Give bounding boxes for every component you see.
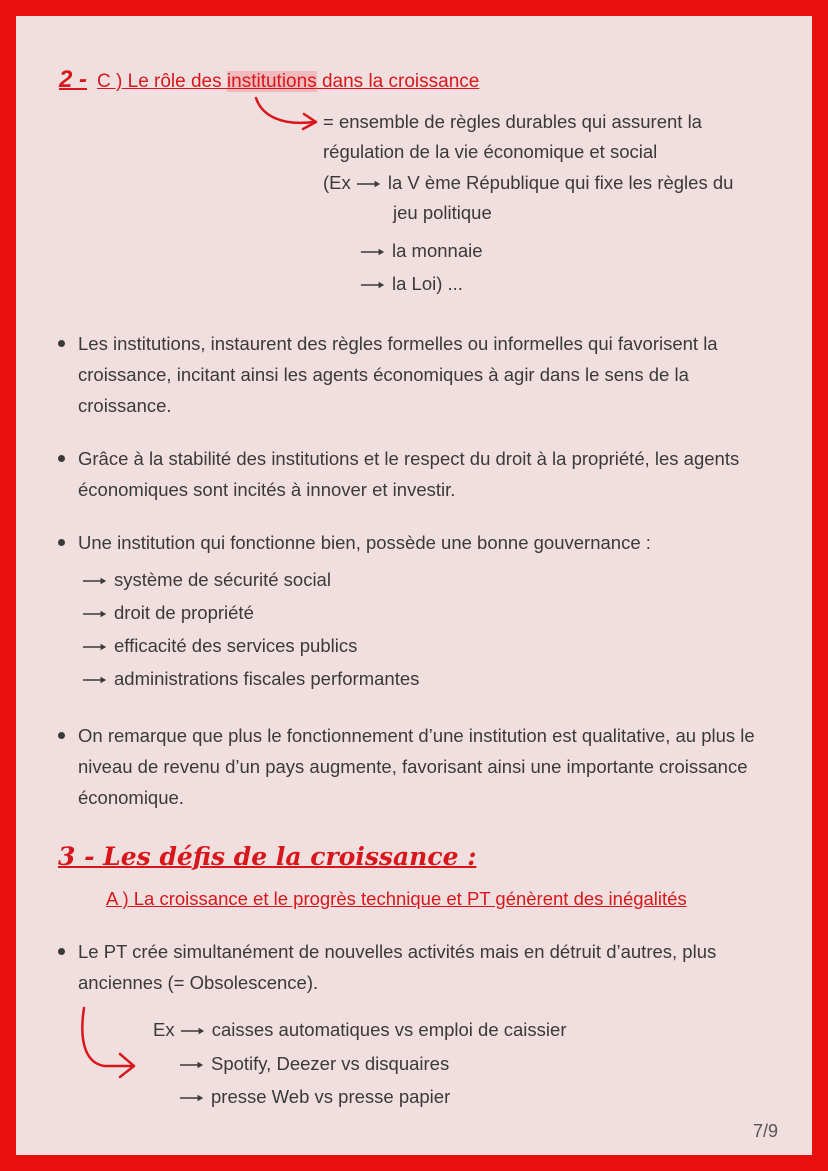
arrow-icon	[360, 247, 386, 257]
governance-item: système de sécurité social	[82, 565, 331, 595]
ex-label: (Ex	[323, 172, 351, 193]
bullet-dot	[58, 455, 65, 462]
arrow-icon	[82, 576, 108, 586]
bullet-2-text: Grâce à la stabilité des institutions et le respect du droit à la propriété, les agents économiques sont incités à innover et investir.	[78, 448, 740, 500]
example-row-3: la Loi) ...	[360, 269, 463, 299]
ex-label: Ex	[153, 1019, 175, 1040]
curved-arrow-icon	[252, 94, 322, 134]
arrow-icon	[356, 179, 382, 189]
arrow-icon	[179, 1093, 205, 1103]
example-row-2: la monnaie	[360, 236, 483, 266]
section-3-heading: 3 - Les défis de la croissance :	[58, 842, 477, 871]
section-2-number: 2 -	[59, 66, 88, 93]
section-3-subtitle: A ) La croissance et le progrès technique et PT génèrent des inégalités	[106, 888, 687, 909]
example-row-1: (Ex la V ème République qui fixe les règles du	[323, 172, 734, 193]
bullet-dot	[58, 948, 65, 955]
definition-line-1: = ensemble de règles durables qui assurent la	[323, 111, 702, 132]
arrow-icon	[180, 1026, 206, 1036]
governance-item: droit de propriété	[82, 598, 254, 628]
bullet-dot	[58, 732, 65, 739]
highlighted-word: institutions	[226, 71, 317, 92]
arrow-icon	[82, 675, 108, 685]
section-3-bullet-1: Le PT crée simultanément de nouvelles activités mais en détruit d’autres, plus anciennes (= Obsolescence).	[78, 941, 717, 993]
bullet-dot	[58, 539, 65, 546]
definition-line-2: régulation de la vie économique et social	[323, 141, 658, 162]
obsolescence-example: Spotify, Deezer vs disquaires	[179, 1049, 449, 1079]
arrow-icon	[82, 609, 108, 619]
governance-item: administrations fiscales performantes	[82, 664, 419, 694]
bullet-1-text: Les institutions, instaurent des règles formelles ou informelles qui favorisent la croissance, incitant ainsi les agents économiques à agir dans le sens de la croissance.	[78, 333, 718, 416]
page-number: 7/9	[752, 1121, 778, 1141]
governance-item: efficacité des services publics	[82, 631, 357, 661]
bullet-dot	[58, 340, 65, 347]
arrow-icon	[179, 1060, 205, 1070]
arrow-icon	[360, 280, 386, 290]
document-page	[16, 16, 812, 1155]
obsolescence-example: presse Web vs presse papier	[179, 1082, 450, 1112]
obsolescence-example: Ex caisses automatiques vs emploi de caissier	[153, 1019, 567, 1040]
bullet-4-text: On remarque que plus le fonctionnement d’une institution est qualitative, au plus le niveau de revenu d’un pays augmente, favorisant ainsi une importante croissance économique.	[78, 725, 755, 808]
section-2-title: C ) Le rôle des institutions dans la croissance	[97, 71, 480, 92]
arrow-icon	[82, 642, 108, 652]
bent-arrow-icon	[74, 1004, 144, 1082]
section-2-heading	[59, 66, 479, 94]
example-row-1-cont: jeu politique	[393, 202, 492, 223]
bullet-3-text: Une institution qui fonctionne bien, possède une bonne gouvernance :	[78, 532, 651, 553]
